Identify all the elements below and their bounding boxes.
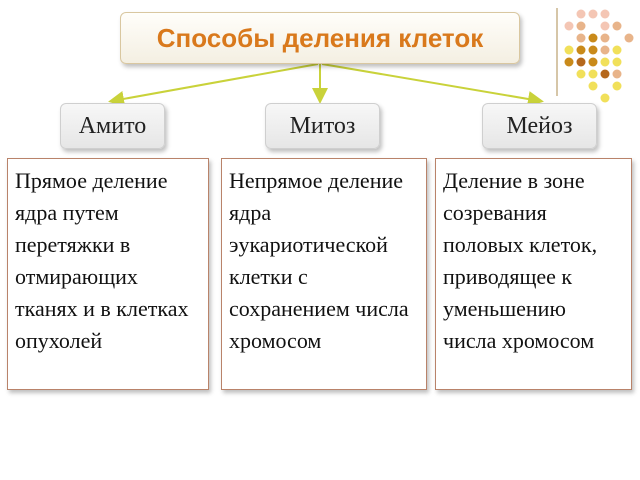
description-amitosis: Прямое деление ядра путем перетяжки в отмирающих тканях и в клетках опухолей: [7, 158, 209, 390]
arrow-to-meiosis: [322, 64, 540, 101]
method-box-mitosis: [265, 103, 380, 149]
method-label-meiosis: Мейоз: [506, 112, 573, 139]
method-label-amitosis: Амито: [78, 112, 147, 139]
description-mitosis: Непрямое деление ядра эукариотической клетки с сохранением числа хромосом: [221, 158, 427, 390]
arrow-to-amitosis: [112, 64, 318, 101]
method-box-amitosis: [60, 103, 165, 149]
diagram-title: Способы деления клеток: [120, 12, 520, 64]
description-meiosis: Деление в зоне созревания половых клеток, приводящее к уменьшению числа хромосом: [435, 158, 632, 390]
method-label-mitosis: Митоз: [289, 112, 356, 139]
method-box-meiosis: [482, 103, 597, 149]
